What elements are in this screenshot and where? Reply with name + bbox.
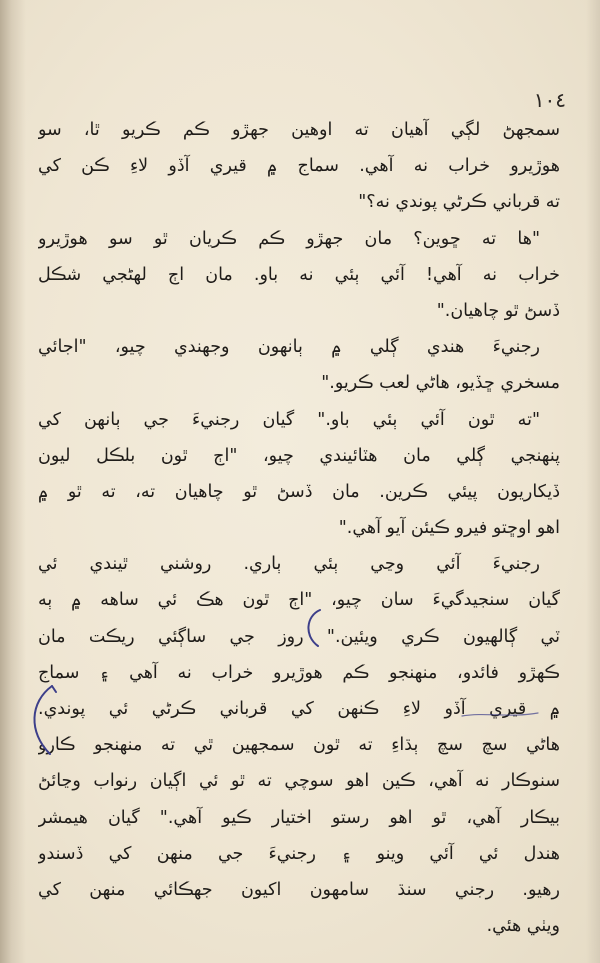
text-line: ڏسڻ ٿو چاهيان.": [436, 300, 560, 321]
text-line: "ها ته ڇوين؟ مان جهڙو ڪم ڪريان ٿو سو هوڙيرو: [38, 228, 540, 249]
text-line: هوڙيرو خراب نه آهي. سماج ۾ قيري آڏو لاءِ ڪن کي: [38, 156, 560, 177]
binding-gutter-shadow: [0, 0, 26, 963]
text-line: هندل ئي آئي وينو ۽ رجنيءَ جي منهن کي ڏسندو: [38, 843, 560, 864]
text-line: ڏيکاريون پيئي ڪرين. مان ڏسڻ ٿو چاهيان ته، ته ٿو ۾: [38, 481, 560, 502]
text-line: سمجهڻ لڳي آهيان ته اوهين جهڙو ڪم ڪريو ٿا، سو: [38, 120, 560, 140]
text-line: ته قرباني ڪرڻي پوندي نه؟": [358, 192, 560, 213]
text-line: پنهنجي ڳلي مان هٽائيندي چيو، "اڄ ٿون بلڪل ليون: [38, 445, 560, 466]
text-line: "ته ٿون آئي ٻئي باو." گيان رجنيءَ جي ٻانهن کي: [38, 409, 540, 430]
page-number: ١٠٤: [533, 88, 566, 112]
text-line: رجنيءَ آئي وڃي ٻئي ٻاري. روشني ٿيندي ئي: [38, 554, 540, 575]
text-line: گيان سنجيدگيءَ سان چيو، "اڄ ٿون هڪ ئي ساهه ۾ ٻه: [38, 590, 560, 611]
text-line: رجنيءَ هندي ڳلي ۾ ٻانهون وجهندي چيو، "اجائي: [38, 337, 540, 358]
text-line: ڪهڙو فائدو، منهنجو ڪم هوڙيرو خراب نه آهي ۽ سماج: [38, 662, 560, 683]
text-line: ويٺي هئي.: [486, 916, 560, 937]
text-line: هاڻي سچ سچ ٻڌاءِ ته ٿون سمجهين ٿي ته منهنجو ڪارو: [38, 735, 560, 756]
text-line: سنوڪار نه آهي، ڪين اهو سوچي ته ٿو ئي اڳيان رنواب وڃائڻ: [38, 771, 560, 792]
text-line: خراب نه آهي! آئي ٻئي نه باو. مان اڄ لهڻجي شڪل: [38, 264, 560, 285]
text-line: مسخري ڇڏيو، هاڻي لعب ڪريو.": [321, 373, 560, 394]
text-line: رهيو. رجني سنڌ سامهون اکيون جهڪائي منهن کي: [38, 879, 560, 900]
text-line: اهو اوڇتو فيرو ڪيئن آيو آهي.": [338, 518, 560, 539]
body-text: [38, 112, 560, 944]
text-line: ٽي ڳالهيون ڪري ويئين." روز جي ساڳئي ريڪت مان: [38, 626, 560, 647]
text-line: ۾ قيري آڏو لاءِ ڪنهن کي قرباني ڪرڻي ئي پوندي.: [38, 699, 560, 719]
text-line: بيڪار آهي، ٿو اهو رستو اختيار ڪيو آهي." گيان هيمشر: [38, 807, 560, 828]
page-edge-shade: [586, 0, 600, 963]
